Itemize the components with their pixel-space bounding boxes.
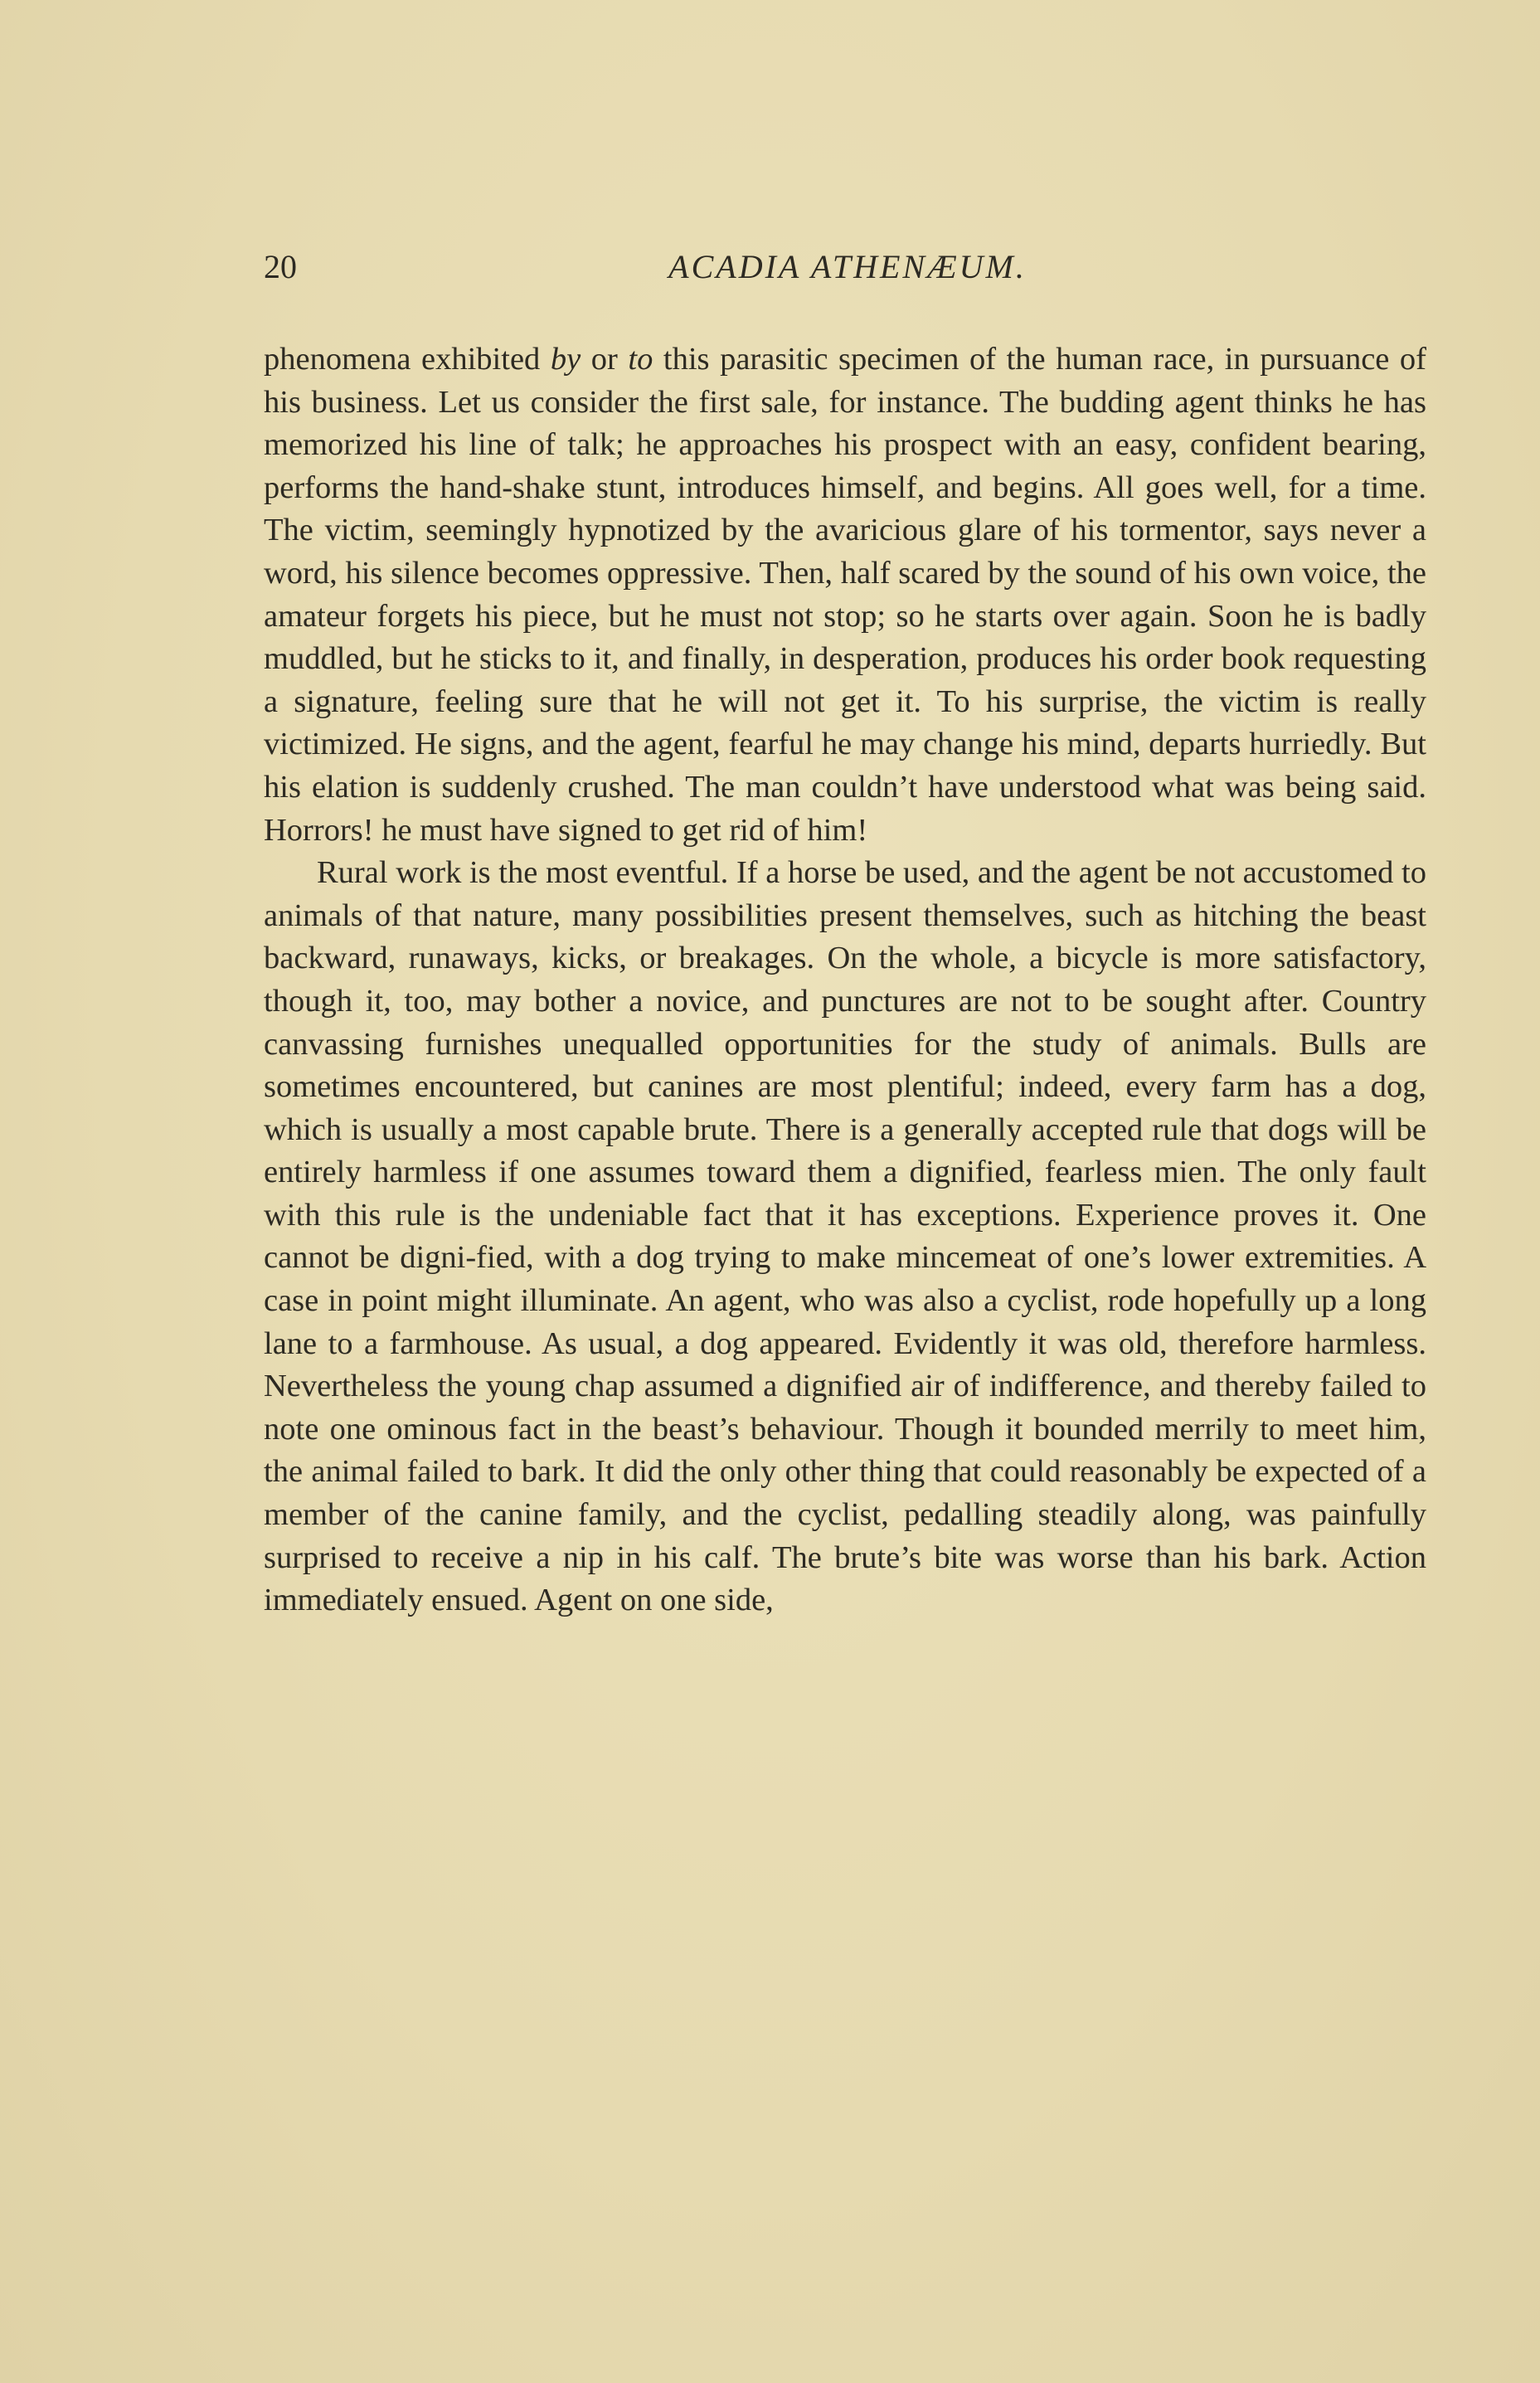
paragraph-1-part-c: or: [581, 342, 629, 377]
paragraph-1-italic-to: to: [628, 342, 653, 377]
paragraph-1-part-e: this parasitic specimen of the human race, in pursuance of his business. Let us consider the first sale, for instance. The budding agent thinks he has memorized his line of talk; he approaches his prospect with an easy, confident bearing, performs the hand-shake stunt, introduces himself, and begins. All goes well, for a time. The victim, seemingly hypnotized by the avaricious glare of his tormentor, says never a word, his silence becomes oppressive. Then, half scared by the sound of his own voice, the amateur forgets his piece, but he must not stop; so he starts over again. Soon he is badly muddled, but he sticks to it, and finally, in desperation, produces his order book requesting a signature, feeling sure that he will not get it. To his surprise, the victim is really victimized. He signs, and the agent, fearful he may change his mind, departs hurriedly. But his elation is suddenly crushed. The man couldn’t have understood what was being said. Horrors! he must have signed to get rid of him!: [264, 342, 1426, 848]
page-header: [264, 247, 1431, 297]
paragraph-1-part-a: phenomena exhibited: [264, 342, 551, 377]
running-head: ACADIA ATHENÆUM.: [668, 248, 1027, 285]
paragraph-2: Rural work is the most eventful. If a horse be used, and the agent be not accustomed to animals of that nature, many possibilities present themselves, such as hitching the beast backward, runaways, kicks, or breakages. On the whole, a bicycle is more satisfactory, though it, too, may bother a novice, and punctures are not to be sought after. Country canvassing furnishes unequalled opportunities for the study of animals. Bulls are sometimes encountered, but canines are most plentiful; indeed, every farm has a dog, which is usually a most capable brute. There is a generally accepted rule that dogs will be entirely harmless if one assumes toward them a dignified, fearless mien. The only fault with this rule is the undeniable fact that it has exceptions. Experience proves it. One cannot be digni-fied, with a dog trying to make mincemeat of one’s lower extremities. A case in point might illuminate. An agent, who was also a cyclist, rode hopefully up a long lane to a farmhouse. As usual, a dog appeared. Evidently it was old, therefore harmless. Nevertheless the young chap assumed a dignified air of indifference, and thereby failed to note one ominous fact in the beast’s behaviour. Though it bounded merrily to meet him, the animal failed to bark. It did the only other thing that could reasonably be expected of a member of the canine family, and the cyclist, pedalling steadily along, was painfully surprised to receive a nip in his calf. The brute’s bite was worse than his bark. Action immediately ensued. Agent on one side,: [264, 855, 1426, 1618]
paragraph-1-italic-by: by: [550, 342, 581, 377]
body-text: [264, 338, 1426, 1622]
page-number: 20: [264, 248, 297, 285]
paragraph-1: [264, 338, 1426, 852]
